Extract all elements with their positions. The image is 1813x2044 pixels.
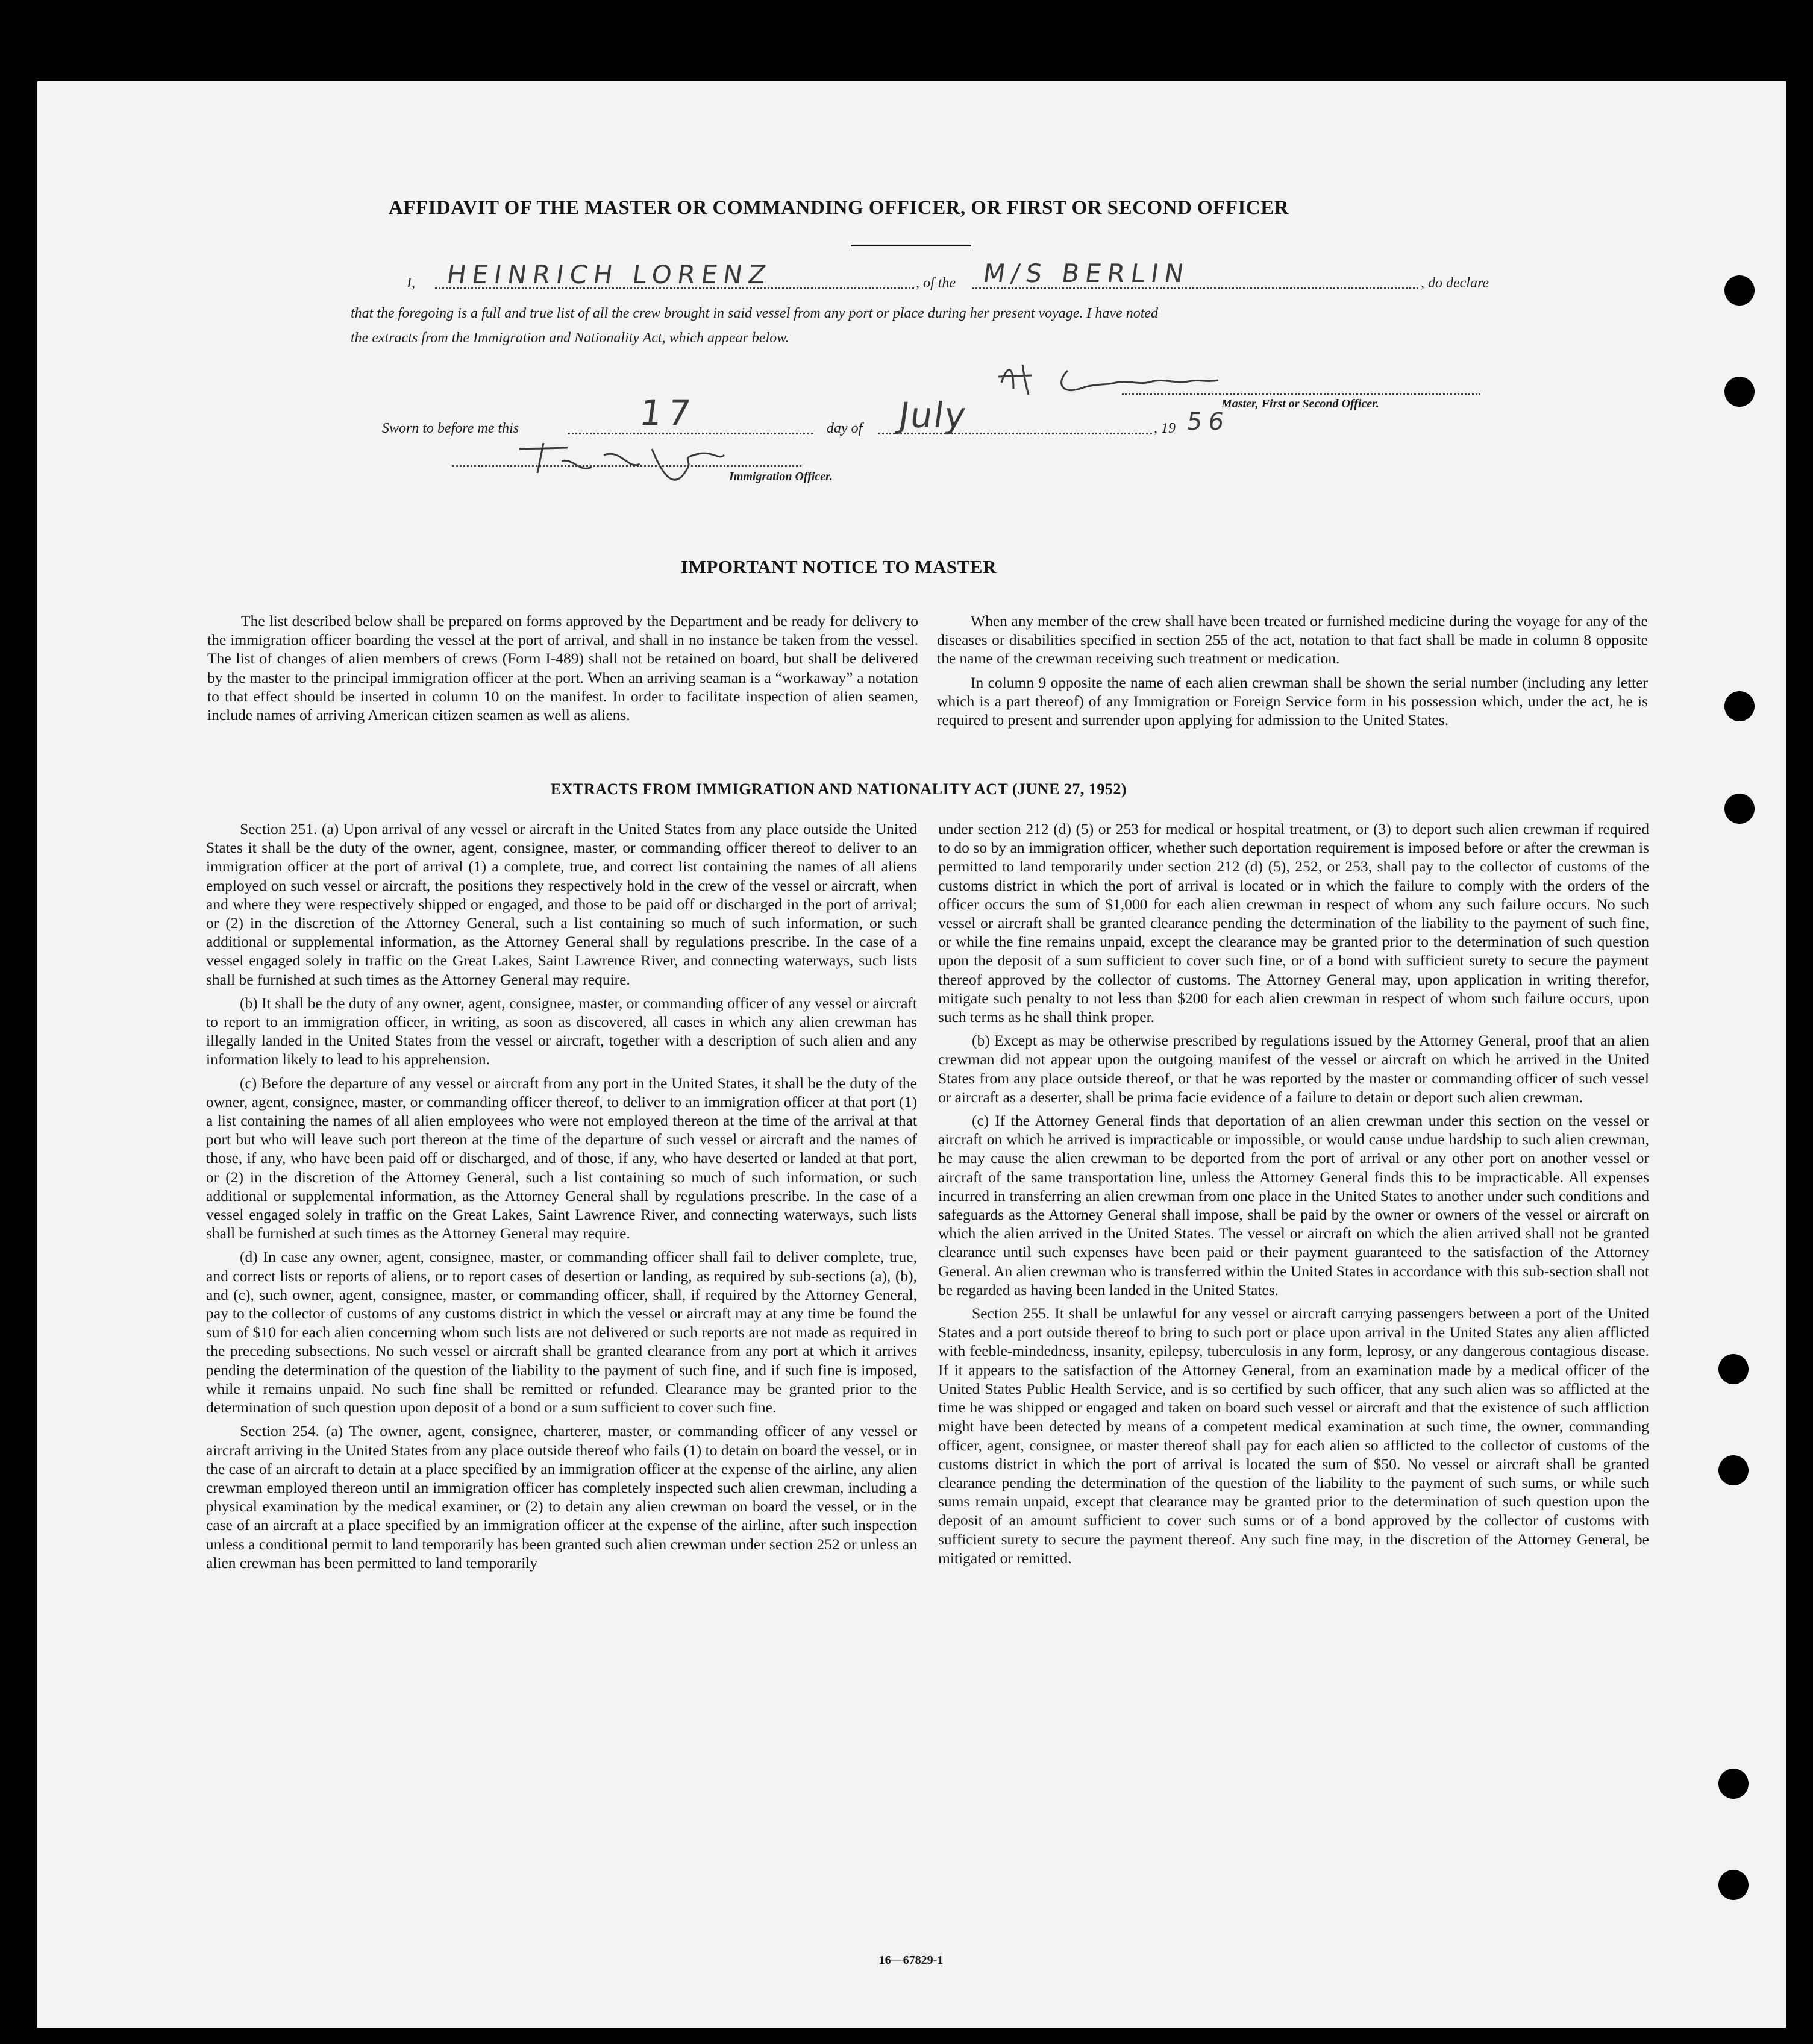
notice-title: IMPORTANT NOTICE TO MASTER	[681, 556, 997, 577]
notice-left-column	[207, 612, 918, 729]
punch-hole	[1718, 1870, 1749, 1900]
officer-signature-line	[452, 465, 801, 467]
notice-left-paragraph: The list described below shall be prepared on forms approved by the Department and be ready for delivery to the immigration officer boarding the vessel at the port of arrival, and shall in no instance be taken from the vessel. The list of changes of alien members of crews (Form I-489) shall not be retained on board, but shall be delivered by the master to the principal immigration officer at the port. When an arriving seaman is a “workaway” a notation to that effect should be inserted in column 10 on the manifest. In order to facilitate inspection of alien seamen, include names of arriving American citizen seamen as well as aliens.	[207, 612, 918, 724]
master-signature-line	[1122, 393, 1480, 395]
punch-hole	[1724, 275, 1755, 306]
declaration-line-3: the extracts from the Immigration and Nationality Act, which appear below.	[351, 330, 789, 346]
top-margin	[0, 0, 1813, 81]
year-handwritten: 56	[1185, 408, 1232, 436]
affidavit-title: AFFIDAVIT OF THE MASTER OR COMMANDING OFFICER, OR FIRST OR SECOND OFFICER	[388, 197, 1289, 219]
section-251-a: Section 251. (a) Upon arrival of any vessel or aircraft in the United States from any place outside the United States it shall be the duty of the owner, agent, consignee, master, or commanding officer thereof to deliver to an immigration officer at the port of arrival (1) a complete, true, and correct list containing the names of all aliens employed on such vessel or aircraft, the positions they respectively hold in the crew of the vessel or aircraft, when and where they were respectively shipped or engaged, and those to be paid off or discharged in the port of arrival; or (2) in the discretion of the Attorney General, such a list containing so much of such information, or such additional or supplemental information, as the Attorney General shall by regulations prescribe. In the case of a vessel engaged solely in traffic on the Great Lakes, Saint Lawrence River, and connecting waterways, such lists shall be furnished at such times as the Attorney General may require.	[206, 820, 917, 988]
year-prefix: , 19	[1154, 421, 1176, 436]
do-declare-label: , do declare	[1421, 275, 1489, 291]
vessel-name-handwritten: M/S BERLIN	[981, 259, 1192, 288]
sworn-label: Sworn to before me this	[382, 421, 519, 436]
section-251-d: (d) In case any owner, agent, consignee, master, or commanding officer shall fail to deliver complete, true, and correct lists or reports of aliens, or to report cases of desertion or landing, as required by sub-sections (a), (b), and (c), such owner, agent, consignee, master, or commanding officer, shall, if required by the Attorney General, pay to the collector of customs of any customs district in which the vessel or aircraft may at any time be found the sum of $10 for each alien concerning whom such lists are not delivered or such reports are not made as required in the preceding subsections. No such vessel or aircraft shall be granted clearance from any port at which it arrives pending the determination of the question of the liability to the payment of such fine, and if such fine is imposed, while it remains unpaid. No such fine shall be remitted or refunded. Clearance may be granted prior to the determination of such question upon deposit of a bond or a sum sufficient to cover such fine.	[206, 1248, 917, 1417]
notice-right-paragraph-1: When any member of the crew shall have been treated or furnished medicine during the voyage for any of the diseases or disabilities specified in section 255 of the act, notation to that fact shall be made in column 8 opposite the name of the crewman receiving such treatment or medication.	[937, 612, 1648, 668]
punch-hole	[1718, 1354, 1749, 1384]
notice-right-paragraph-2: In column 9 opposite the name of each alien crewman shall be shown the serial number (including any letter which is a part thereof) of any Immigration or Foreign Service form in his possession which, under the act, he is required to present and surrender upon applying for admission to the United States.	[937, 673, 1648, 729]
section-255: Section 255. It shall be unlawful for any vessel or aircraft carrying passengers between a port of the United States and a port outside thereof to bring to such port or place upon arrival in the United States any alien afflicted with feeble-mindedness, insanity, epilepsy, tuberculosis in any form, leprosy, or any dangerous contagious disease. If it appears to the satisfaction of the Attorney General, from an examination made by a medical officer of the United States Public Health Service, and is so certified by such officer, that any such alien was so afflicted at the time he was shipped or engaged and taken on board such vessel or aircraft and that the existence of such affliction might have been detected by means of a competent medical examination at such time, the owner, commanding officer, agent, consignee, or master thereof shall pay for each alien so afflicted to the collector of customs of the customs district in which the port of arrival is located the sum of $50. No vessel or aircraft shall be granted clearance pending the determination of the question of the liability to the payment of such sums, or while such sums remain unpaid, except that clearance may be granted prior to the determination of such question upon the deposit of an amount sufficient to cover such sums or of a bond approved by the collector of customs with sufficient surety to secure the payment thereof. Any such fine may, in the discretion of the Attorney General, be mitigated or remitted.	[938, 1305, 1649, 1567]
section-251-b: (b) It shall be the duty of any owner, agent, consignee, master, or commanding officer of any vessel or aircraft to report to an immigration officer, in writing, as soon as discovered, all cases in which any alien crewman has illegally landed in the United States from the vessel or aircraft, together with a description of such alien and any information likely to lead to his apprehension.	[206, 994, 917, 1068]
punch-hole	[1724, 794, 1755, 824]
master-name-handwritten: HEINRICH LORENZ	[445, 260, 774, 289]
document-sheet	[37, 81, 1786, 2028]
declaration-line-2: that the foregoing is a full and true list of all the crew brought in said vessel from any port or place during her present voyage. I have noted	[351, 306, 1159, 321]
section-251-c: (c) Before the departure of any vessel or aircraft from any port in the United States, it shall be the duty of the owner, agent, consignee, master, or commanding officer thereof, to deliver to an immigration officer at that port (1) a list containing the names of all alien employees who were not employed thereon at the time of the arrival at that port but who will leave such port thereon at the time of the departure of such vessel or aircraft and the names of those, if any, who have been paid off or discharged, and of those, if any, who have deserted or landed at that port, or (2) in the discretion of the Attorney General, such a list containing so much of such information, or such additional or supplemental information, as the Attorney General shall by regulations prescribe. In the case of a vessel engaged solely in traffic on the Great Lakes, Saint Lawrence River, and connecting waterways, such lists shall be furnished at such times as the Attorney General may require.	[206, 1074, 917, 1243]
punch-hole	[1724, 377, 1755, 407]
i-label: I,	[407, 275, 415, 291]
extracts-left-column	[206, 820, 917, 1577]
section-254-a: Section 254. (a) The owner, agent, consignee, charterer, master, or commanding officer of any vessel or aircraft arriving in the United States from any place outside thereof who fails (1) to detain on board the vessel, or in the case of an aircraft to detain at a place specified by an immigration officer at the expense of the airline, any alien crewman employed thereon until an immigration officer has completely inspected such alien crewman, including a physical examination by the medical examiner, or (2) to detain any alien crewman on board the vessel, or in the case of an aircraft at a place specified by an immigration officer at the expense of the airline, after such inspection unless a conditional permit to land temporarily has been granted such alien crewman under section 252 or unless an alien crewman has been permitted to land temporarily	[206, 1422, 917, 1572]
section-254-c: (c) If the Attorney General finds that deportation of an alien crewman under this section on the vessel or aircraft on which he arrived is impracticable or impossible, or would cause undue hardship to such alien crewman, he may cause the alien crewman to be deported from the port of arrival or any other port on another vessel or aircraft of the same transportation line, unless the Attorney General finds this to be impracticable. All expenses incurred in transferring an alien crewman from one place in the United States to another under such conditions and safeguards as the Attorney General shall impose, shall be paid by the owner or owners of the vessel or aircraft on which the alien arrived in the United States. The vessel or aircraft on which the alien arrived shall not be granted clearance until such expenses have been paid or their payment guaranteed to the satisfaction of the Attorney General. An alien crewman who is transferred within the United States in accordance with this sub-section shall not be regarded as having been landed in the United States.	[938, 1112, 1649, 1299]
section-254-b: (b) Except as may be otherwise prescribed by regulations issued by the Attorney General, proof that an alien crewman did not appear upon the outgoing manifest of the vessel or aircraft on which he arrived in the United States from any place outside thereof, or that he was reported by the master or commanding officer of such vessel or aircraft as a deserter, shall be prima facie evidence of a failure to detain or deport such alien crewman.	[938, 1032, 1649, 1106]
day-handwritten: 17	[637, 392, 700, 433]
extracts-title: EXTRACTS FROM IMMIGRATION AND NATIONALITY ACT (JUNE 27, 1952)	[550, 780, 1127, 798]
form-number: 16—67829-1	[878, 1954, 944, 1967]
day-of-label: day of	[827, 421, 863, 436]
title-rule	[851, 245, 971, 246]
punch-hole	[1718, 1769, 1749, 1799]
notice-right-column	[937, 612, 1648, 734]
extracts-right-column	[938, 820, 1649, 1572]
officer-caption: Immigration Officer.	[729, 470, 833, 483]
section-254-a-continued: under section 212 (d) (5) or 253 for medical or hospital treatment, or (3) to deport such alien crewman if required to do so by an immigration officer, whether such deportation requirement is imposed before or after the crewman is permitted to land temporarily under section 212 (d) (5), 252, or 253, shall pay to the collector of customs of the customs district in which the port of arrival is located or in which the failure to comply with the orders of the officer occurs the sum of $1,000 for each alien crewman in respect of whom any such failure occurs. No such vessel or aircraft shall be granted clearance pending the determination of the liability to the payment of such fine, or while the fine remains unpaid, except the clearance may be granted prior to the determination of such question upon the deposit of a sum sufficient to cover such fine, or of a bond with sufficient surety to secure the payment thereof approved by the collector of customs. The Attorney General may, upon application in writing therefor, mitigate such penalty to not less than $200 for each alien crewman in respect of whom such failure occurs, upon such terms as he shall think proper.	[938, 820, 1649, 1026]
of-the-label: , of the	[916, 275, 956, 291]
master-caption: Master, First or Second Officer.	[1221, 397, 1379, 410]
punch-hole	[1724, 691, 1755, 721]
punch-hole	[1718, 1455, 1749, 1485]
month-handwritten: July	[896, 395, 970, 436]
